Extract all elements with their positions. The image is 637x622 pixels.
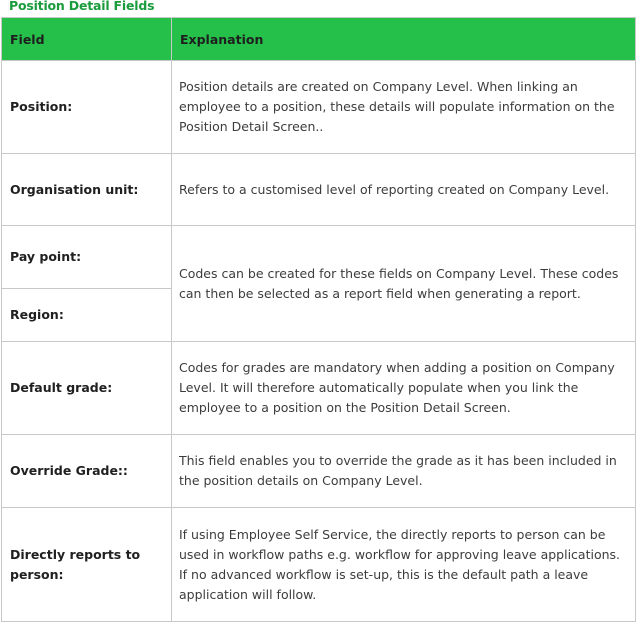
field-explanation-position: Position details are created on Company Level. When linking an employee to a position, these details will populate information on the Position Detail Screen.. bbox=[172, 61, 636, 154]
field-explanation-organisation-unit: Refers to a customised level of reporting created on Company Level. bbox=[172, 154, 636, 226]
field-name-directly-reports-to: Directly reports to person: bbox=[2, 508, 172, 622]
table-row bbox=[2, 154, 636, 226]
table-row bbox=[2, 435, 636, 508]
field-name-default-grade: Default grade: bbox=[2, 342, 172, 435]
table-row bbox=[2, 61, 636, 154]
position-detail-fields-table bbox=[1, 17, 636, 622]
document-title: Position Detail Fields bbox=[9, 0, 155, 13]
field-name-organisation-unit: Organisation unit: bbox=[2, 154, 172, 226]
column-header-field: Field bbox=[2, 18, 172, 61]
field-explanation-default-grade: Codes for grades are mandatory when adding a position on Company Level. It will therefore automatically populate when you link the employee to a position on the Position Detail Screen. bbox=[172, 342, 636, 435]
table-row bbox=[2, 508, 636, 622]
field-name-override-grade: Override Grade:: bbox=[2, 435, 172, 508]
table-header-row bbox=[2, 18, 636, 61]
field-explanation-pay-point-region: Codes can be created for these fields on Company Level. These codes can then be selected as a report field when generating a report. bbox=[172, 226, 636, 342]
field-name-position: Position: bbox=[2, 61, 172, 154]
field-name-pay-point: Pay point: bbox=[2, 226, 172, 289]
field-explanation-override-grade: This field enables you to override the grade as it has been included in the position details on Company Level. bbox=[172, 435, 636, 508]
field-name-region: Region: bbox=[2, 289, 172, 342]
table-row bbox=[2, 342, 636, 435]
column-header-explanation: Explanation bbox=[172, 18, 636, 61]
field-explanation-directly-reports-to: If using Employee Self Service, the directly reports to person can be used in workflow paths e.g. workflow for approving leave applications. If no advanced workflow is set-up, this is the default path a leave application will follow. bbox=[172, 508, 636, 622]
table-row bbox=[2, 226, 636, 289]
